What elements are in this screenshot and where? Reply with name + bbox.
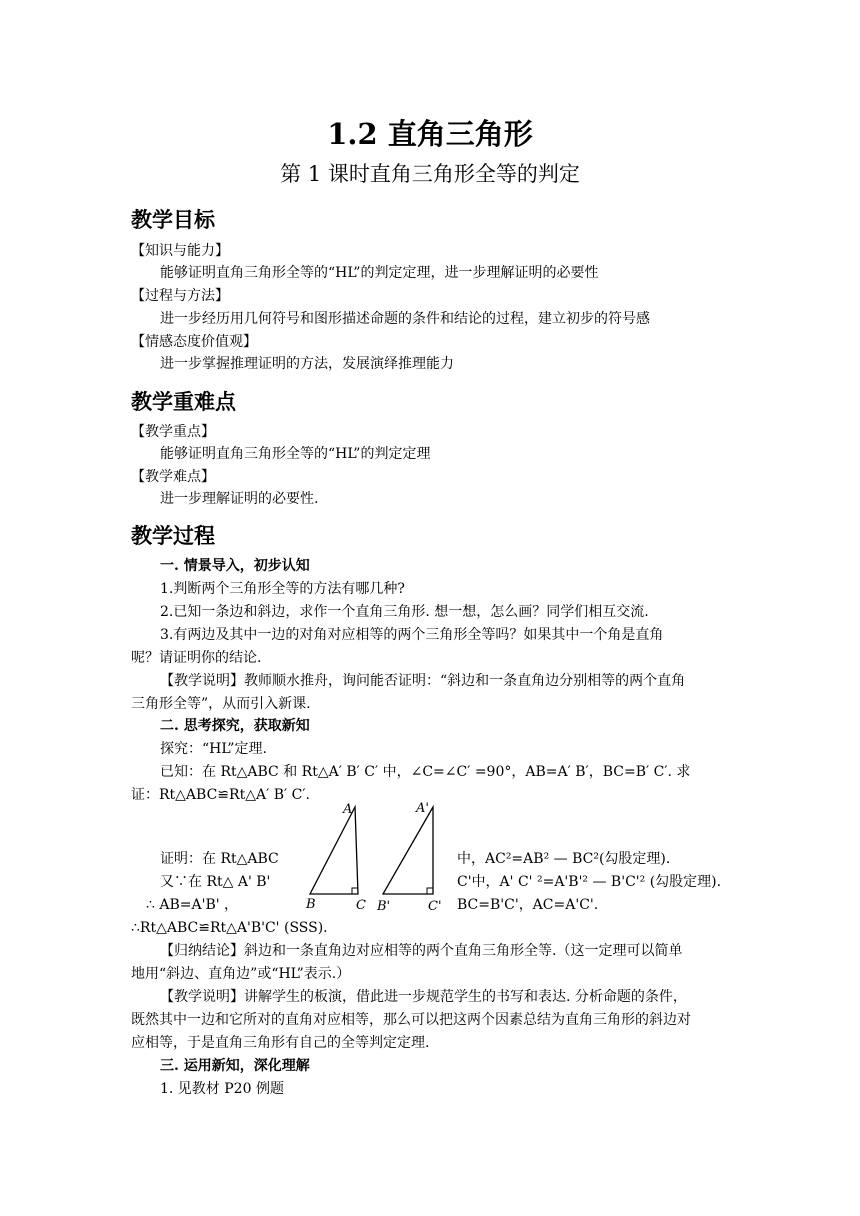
summary-line1: 【归纳结论】斜边和一条直角边对应相等的两个直角三角形全等.（这一定理可以简单 (160, 943, 683, 959)
page-subtitle: 第 1 课时直角三角形全等的判定 (280, 162, 580, 186)
proof-right-line3: BC=B'C'，AC=A'C'. (457, 897, 599, 913)
teaching-note-2-line1: 【教学说明】讲解学生的板演，借此进一步规范学生的书写和表达. 分析命题的条件， (160, 989, 687, 1005)
question-1: 1.判断两个三角形全等的方法有哪几种? (160, 581, 405, 597)
triangle-a2b2c2 (376, 801, 442, 914)
process-text: 进一步经历用几何符号和图形描述命题的条件和结论的过程，建立初步的符号感 (160, 311, 650, 327)
given-line1: 已知：在 Rt△ABC 和 Rt△A′ B′ C′ 中，∠C=∠C′ =90°，AB=A′ B′，BC=B′ C′. 求 (160, 764, 691, 780)
given-line2: 证：Rt△ABC≌Rt△A′ B′ C′. (131, 787, 310, 803)
label-a2: A' (416, 801, 429, 816)
heading-process: 教学过程 (131, 524, 215, 548)
difficulty-label: 【教学难点】 (131, 469, 215, 485)
teaching-note-2-line2: 既然其中一边和它所对的直角对应相等，那么可以把这两个因素总结为直角三角形的斜边对 (131, 1012, 691, 1028)
label-b: B (306, 897, 316, 912)
teaching-note-1-line2: 三角形全等”，从而引入新课. (131, 696, 311, 712)
triangle-abc (305, 802, 366, 913)
part1-heading: 一. 情景导入，初步认知 (160, 558, 310, 574)
focus-label: 【教学重点】 (131, 424, 215, 440)
teaching-note-2-line3: 应相等，于是直角三角形有自己的全等判定定理. (131, 1035, 430, 1051)
question-3-line1: 3.有两边及其中一边的对角对应相等的两个三角形全等吗？如果其中一个角是直角 (160, 627, 664, 643)
proof-right-line1: 中，AC²=AB² — BC²(勾股定理). (457, 851, 671, 867)
question-3-line2: 呢？请证明你的结论. (131, 650, 262, 666)
explore-text: 探究：“HL”定理. (160, 741, 267, 757)
label-a: A (343, 802, 353, 817)
part3-heading: 三. 运用新知，深化理解 (160, 1058, 310, 1074)
proof-conclusion: ∴Rt△ABC≌Rt△A'B'C' (SSS). (131, 920, 328, 936)
teaching-note-1-line1: 【教学说明】教师顺水推舟，询问能否证明：“斜边和一条直角边分别相等的两个直角 (160, 673, 686, 689)
heading-key-points: 教学重难点 (131, 390, 236, 414)
label-c2: C' (428, 899, 442, 914)
page-title: 1.2 直角三角形 (327, 117, 533, 151)
proof-left-line2: 又∵在 Rt△ A' B' (160, 874, 271, 890)
proof-right-line2: C'中，A' C' ²=A'B'² — B'C'² (勾股定理). (457, 874, 722, 890)
knowledge-label: 【知识与能力】 (131, 243, 229, 259)
proof-left-line1: 证明：在 Rt△ABC (160, 851, 279, 867)
knowledge-text: 能够证明直角三角形全等的“HL”的判定定理，进一步理解证明的必要性 (160, 265, 599, 281)
proof-left-line3: ∴ AB=A'B' ， (146, 897, 239, 913)
label-b2: B' (377, 899, 391, 914)
label-c: C (356, 898, 366, 913)
difficulty-text: 进一步理解证明的必要性. (160, 491, 319, 507)
heading-goals: 教学目标 (131, 208, 215, 232)
summary-line2: 地用“斜边、直角边”或“HL”表示.） (131, 966, 351, 982)
part2-heading: 二. 思考探究，获取新知 (160, 718, 310, 734)
example-reference: 1. 见教材 P20 例题 (160, 1081, 284, 1097)
attitude-text: 进一步掌握推理证明的方法，发展演绎推理能力 (160, 356, 454, 372)
focus-text: 能够证明直角三角形全等的“HL”的判定定理 (160, 446, 431, 462)
question-2: 2.已知一条边和斜边，求作一个直角三角形. 想一想，怎么画？同学们相互交流. (160, 604, 649, 620)
process-label: 【过程与方法】 (131, 288, 229, 304)
attitude-label: 【情感态度价值观】 (131, 334, 257, 350)
triangles-figure (290, 798, 450, 918)
